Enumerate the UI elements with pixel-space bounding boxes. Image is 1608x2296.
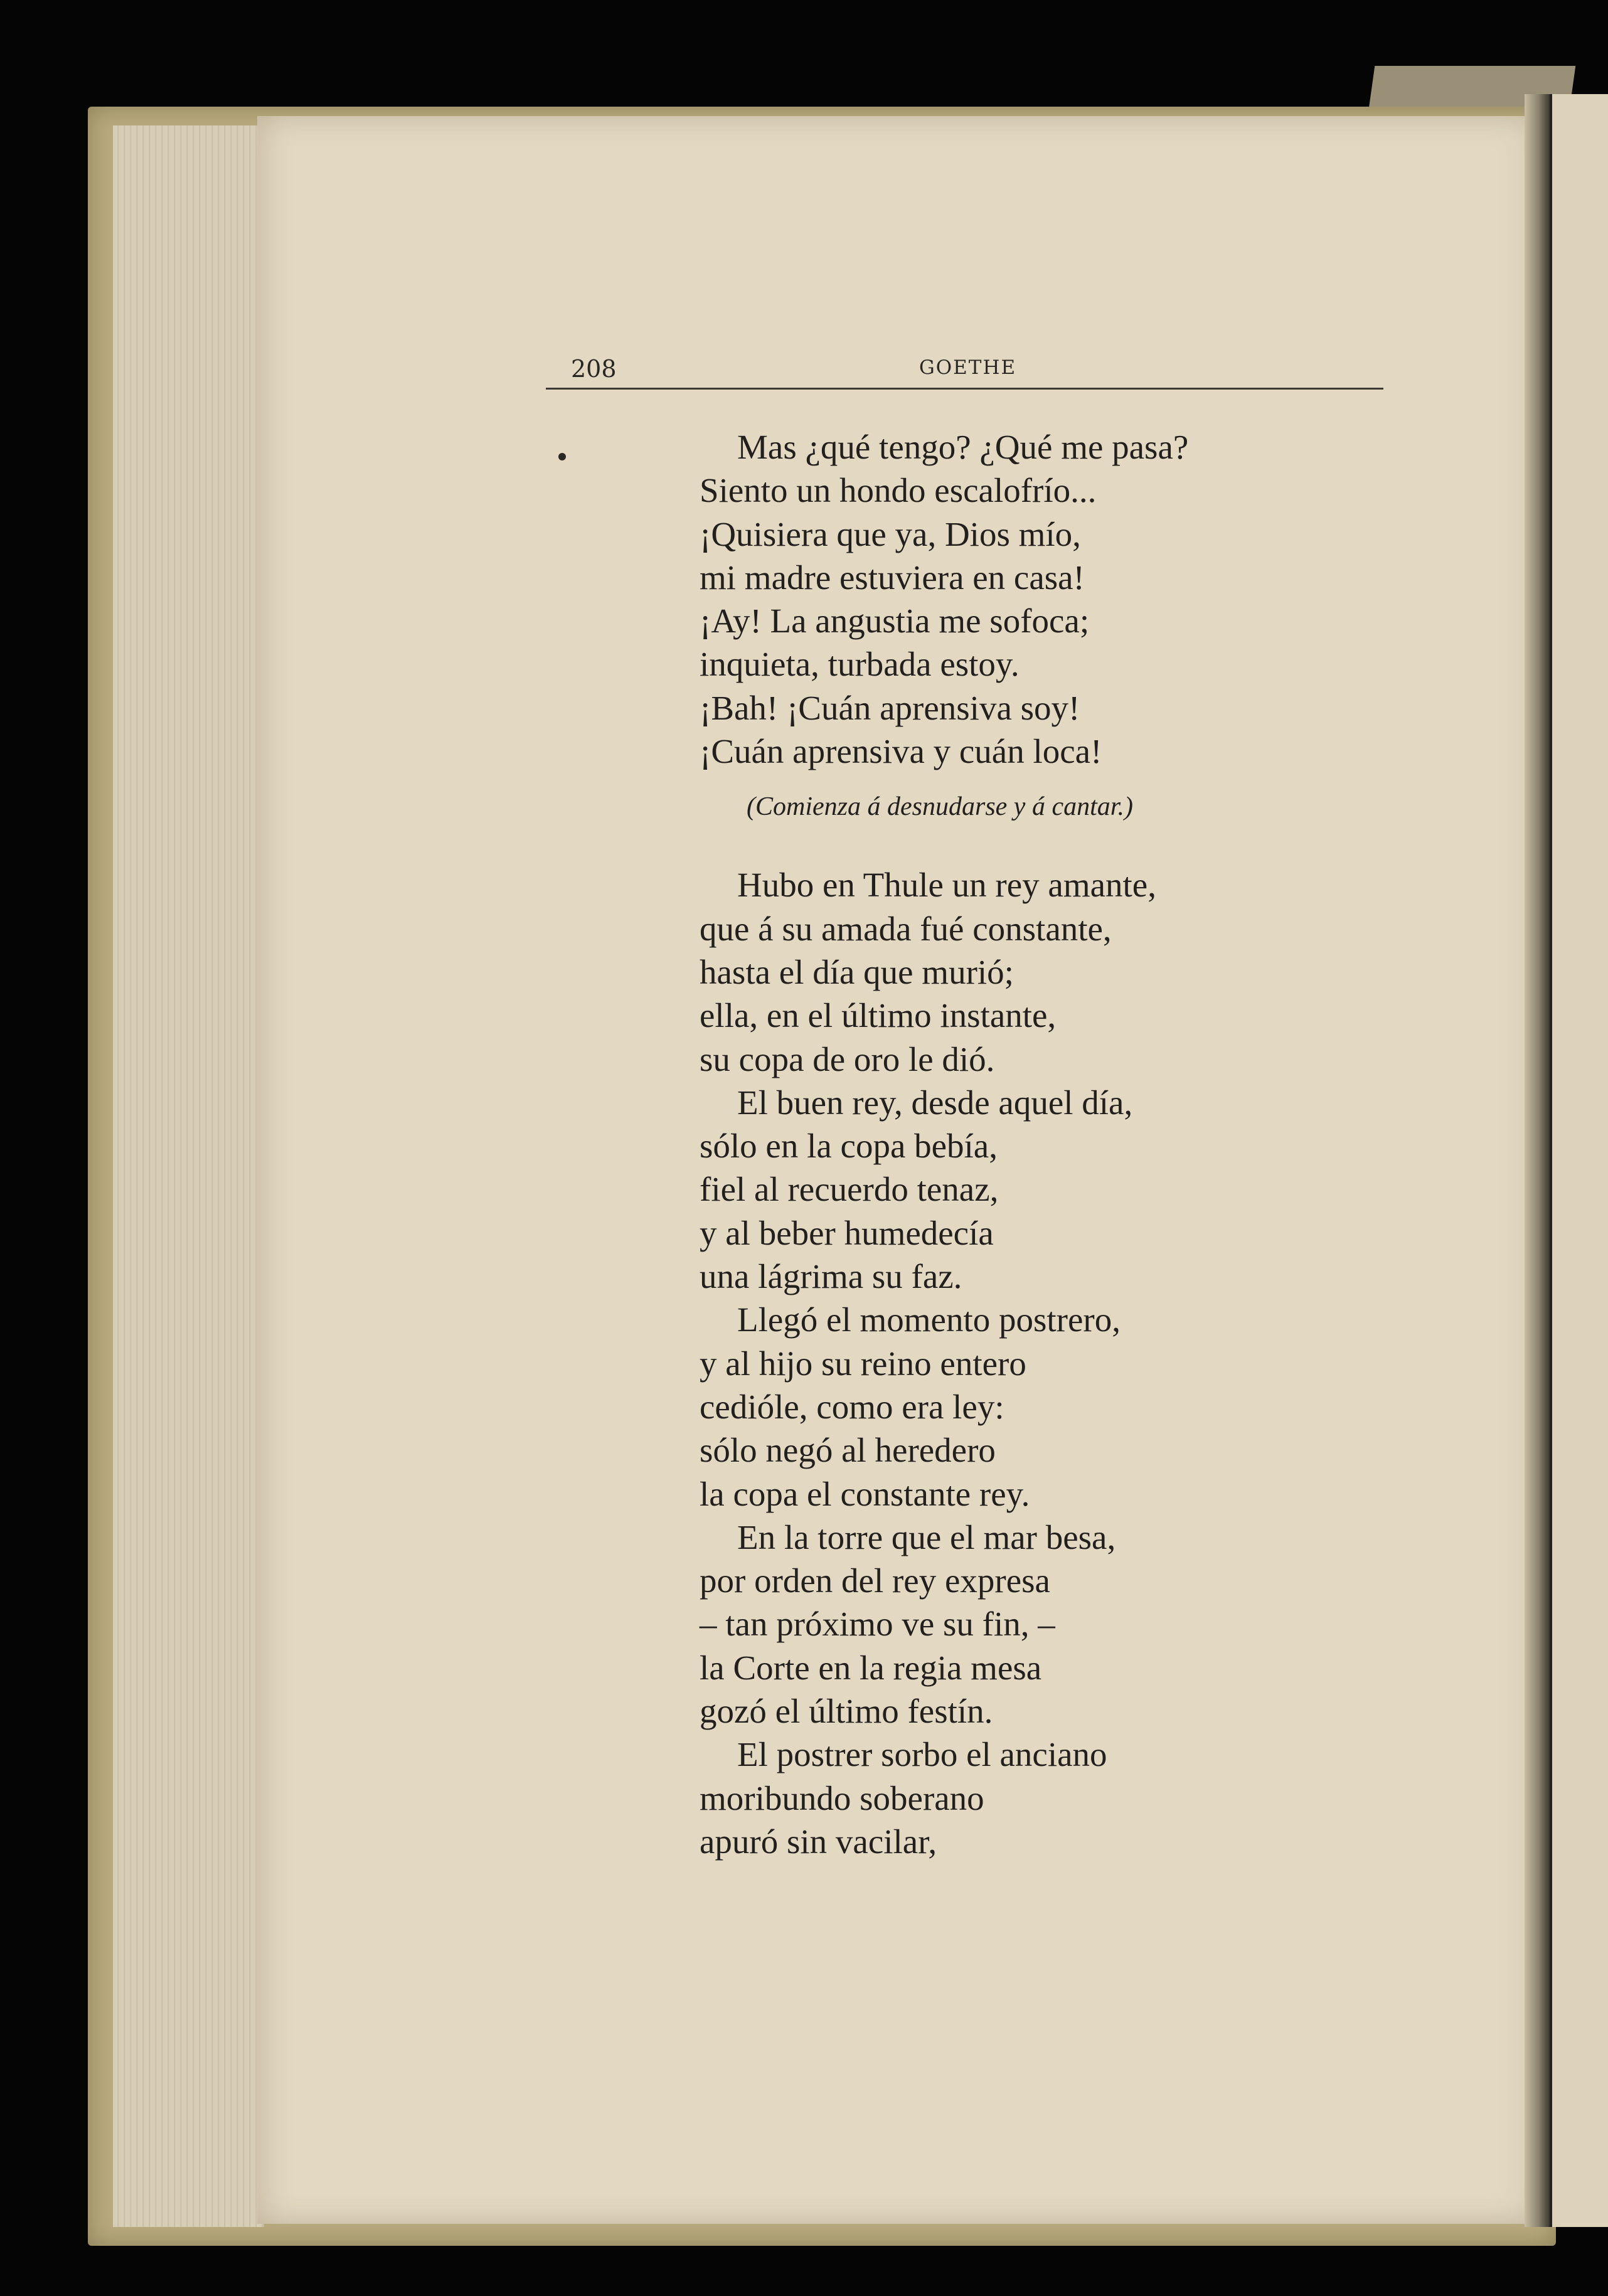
verse-line: ¡Ay! La angustia me sofoca; [700,602,1090,640]
verse-line: ¡Cuán aprensiva y cuán loca! [700,732,1102,771]
poem-text [700,425,1339,1863]
stanza-gap [700,841,1339,863]
verse-line: Mas ¿qué tengo? ¿Qué me pasa? [737,428,1189,466]
verse-line: la copa el constante rey. [700,1474,1030,1513]
verse-line: ¡Quisiera que ya, Dios mío, [700,514,1081,553]
facing-page-edge [1550,94,1608,2227]
margin-dot [558,453,566,460]
verse-line: El postrer sorbo el anciano [737,1735,1107,1774]
stage-direction: (Comienza á desnudarse y á cantar.) [747,792,1133,822]
verse-line: fiel al recuerdo tenaz, [700,1170,999,1209]
verse-line: y al beber humedecía [700,1213,994,1252]
verse-line: sólo en la copa bebía, [700,1127,998,1166]
verse-line: la Corte en la regia mesa [700,1648,1042,1687]
verse-line: Llegó el momento postrero, [737,1300,1121,1339]
verse-line: En la torre que el mar besa, [737,1517,1116,1556]
verse-line: inquieta, turbada estoy. [700,645,1020,684]
page-edges [113,125,265,2227]
verse-line: Siento un hondo escalofrío... [700,471,1097,510]
verse-line: – tan próximo ve su fin, – [700,1605,1055,1644]
verse-line: que á su amada fué constante, [700,909,1112,948]
running-title: GOETHE [919,356,1017,379]
verse-line: hasta el día que murió; [700,952,1014,991]
verse-line: cedióle, como era ley: [700,1387,1004,1426]
page-number: 208 [571,355,617,383]
gutter-shadow [1525,94,1552,2227]
verse-line: gozó el último festín. [700,1692,993,1731]
running-head [571,355,1387,386]
verse-line: su copa de oro le dió. [700,1039,995,1078]
verse-line: una lágrima su faz. [700,1257,962,1296]
verse-line: y al hijo su reino entero [700,1344,1026,1383]
verse-line: El buen rey, desde aquel día, [737,1083,1133,1122]
verse-line: sólo negó al heredero [700,1431,996,1470]
verse-line: moribundo soberano [700,1778,984,1817]
verse-line: ¡Bah! ¡Cuán aprensiva soy! [700,688,1080,727]
header-rule [546,388,1383,390]
verse-line: mi madre estuviera en casa! [700,558,1085,597]
verse-line: Hubo en Thule un rey amante, [737,866,1156,905]
verse-line: por orden del rey expresa [700,1561,1050,1600]
verse-line: apuró sin vacilar, [700,1822,937,1861]
verse-line: ella, en el último instante, [700,996,1057,1035]
